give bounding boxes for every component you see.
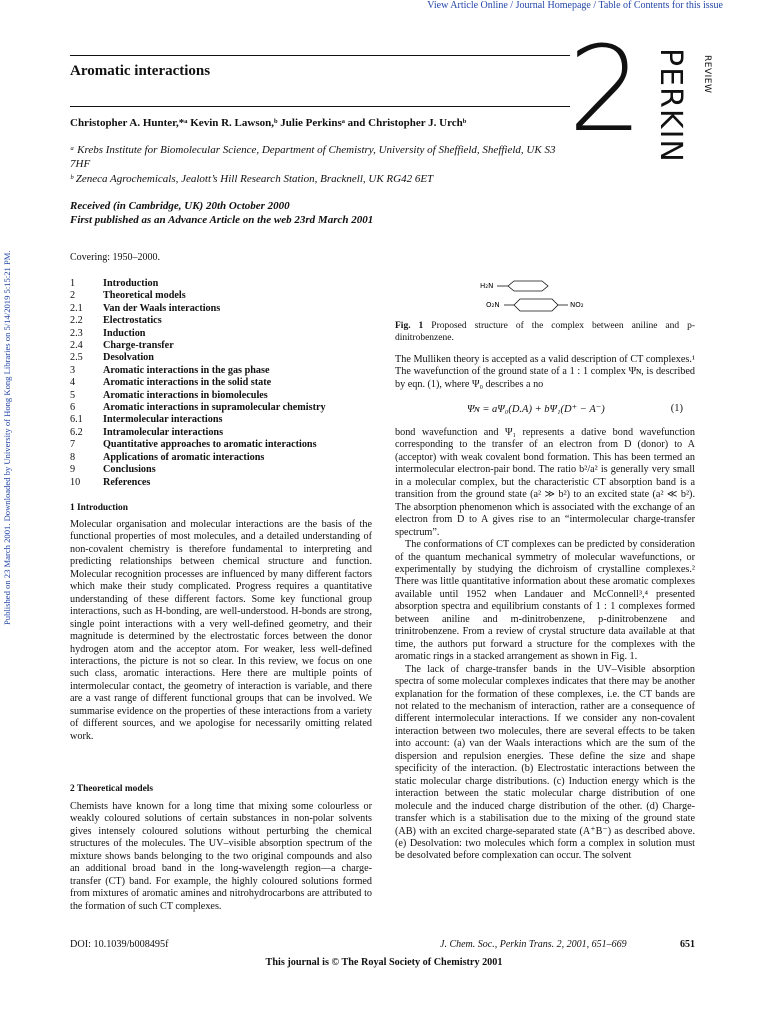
toc-item [70,477,326,489]
covering-period: Covering: 1950–2000. [70,252,160,263]
received-dates [70,199,373,227]
toc-item-label: Aromatic interactions in supramolecular chemistry [103,402,326,414]
toc-item-label: Introduction [103,278,159,289]
doi: DOI: 10.1039/b008495f [70,939,169,950]
journal-citation: J. Chem. Soc., Perkin Trans. 2, 2001, 651–669 [440,939,627,950]
toc-item-number: 7 [70,439,76,451]
equation-1-number: (1) [670,403,683,414]
view-article-online-link[interactable]: View Article Online [427,0,508,11]
amine-label: H₂N [480,282,494,290]
toc-item-number: 2.1 [70,302,83,314]
toc-item [70,340,326,352]
toc-item-label: Conclusions [103,464,156,476]
affiliation-a: ᵃ Krebs Institute for Biomolecular Science, Department of Chemistry, University of Sheffield, Sheffield, UK S3 7HF [70,144,556,170]
nitro-right-label: NO₂ [570,301,584,309]
toc-item-label: Desolvation [103,352,154,364]
theoretical-models-text: Chemists have known for a long time that mixing some colourless or weakly coloured solutions of certain substances in non-polar solvents gives intensely coloured solutions without perturbing the chemical structures of the molecules. The UV–visible absorption spectrum of the mixture shows bands belonging to the two original compounds and also an additional broad band in the long-wavelength region—a charge-transfer (CT) band. For example, the highly coloured solutions formed from mixtures of aromatic amines and nitrohydrocarbons are attributed to the formation of such CT complexes. [70,801,372,912]
toc-item-number: 6.1 [70,414,83,426]
aniline-ring [508,281,548,291]
toc-item-number: 6.2 [70,426,83,438]
perkin-logo [640,48,690,178]
table-of-contents [70,278,326,489]
review-tag-text: REVIEW [702,55,712,94]
toc-item [70,439,326,451]
toc-item-number: 6 [70,402,76,414]
toc-item [70,365,326,377]
toc-item [70,452,326,464]
first-published-line: First published as an Advance Article on the web 23rd March 2001 [70,214,374,226]
toc-item-label: Aromatic interactions in the solid state [103,377,272,389]
toc-item [70,464,326,476]
figure-1-structure [480,279,605,319]
perkin-logo-text: PERKIN [653,48,688,163]
toc-item-number: 2.4 [70,340,83,352]
link-separator: / [590,0,599,11]
toc-item-number: 10 [70,476,81,488]
toc-item-label: Aromatic interactions in the gas phase [103,364,270,376]
toc-item [70,303,326,315]
toc-item [70,414,326,426]
toc-item-number: 2.2 [70,315,83,327]
author-list: Christopher A. Hunter,*ᵃ Kevin R. Lawson,ᵇ Julie Perkinsᵃ and Christopher J. Urchᵇ [70,117,467,129]
toc-item [70,427,326,439]
journal-homepage-link[interactable]: Journal Homepage [515,0,591,11]
toc-item [70,278,326,290]
toc-item-label: References [103,476,151,488]
toc-item-number: 8 [70,451,76,463]
toc-item [70,290,326,302]
toc-item-number: 1 [70,278,76,289]
table-of-contents-link[interactable]: Table of Contents for this issue [598,0,723,11]
toc-item-label: Intermolecular interactions [103,414,223,426]
toc-item-number: 2.3 [70,327,83,339]
figure-1-caption [395,321,695,344]
article-title: Aromatic interactions [70,63,211,79]
toc-item-number: 2 [70,290,76,302]
header-rule [70,55,570,56]
mulliken-paragraph: The Mulliken theory is accepted as a valid description of CT complexes.¹ The wavefunction of the ground state of a 1 : 1 complex Ψɴ, is described by eqn. (1), where Ψ₀ describes a no [395,354,695,390]
toc-item-label: Quantitative approaches to aromatic interactions [103,439,317,451]
download-note [2,195,16,625]
title-rule [70,106,570,107]
toc-item-label: Intramolecular interactions [103,426,224,438]
download-note-text: Published on 23 March 2001. Downloaded by University of Hong Kong Libraries on 5/14/2019 5:15:21 PM. [2,250,12,625]
toc-item-label: Charge-transfer [103,340,174,352]
toc-item-label: Aromatic interactions in biomolecules [103,389,268,401]
introduction-text: Molecular organisation and molecular interactions are the basis of the functional properties of most molecules, and a detailed understanding of non-covalent chemistry is therefore fundamental to interpreting and predicting relationships between chemical structure and function. Molecular recognition processes are influenced by many different factors which make their study complicated. Progress requires a quantitative understanding of these different factors. Some key functional group interactions, such as H-bonding, are well-understood. H-bonds are strong, single point interactions with a very well-defined geometry, and their magnitude is determined by the electrostatic forces between the donor hydrogen atom and the acceptor atom. For weaker, less well-defined interactions, the picture is not so clear. In this review, we focus on one such class, aromatic interactions. Here there are multiple points of intermolecular contact, the geometry of interaction is variable, and there are a vast range of different functional groups that can be involved. We summarise evidence on the properties of these interactions from a variety of different sources, and we apologise for necessarily omitting related work. [70,519,372,742]
toc-item-number: 2.5 [70,352,83,364]
section-heading-theoretical-models: 2 Theoretical models [70,784,153,794]
toc-item-label: Van der Waals interactions [103,302,221,314]
dinitrobenzene-ring [514,299,558,311]
toc-item-number: 9 [70,464,76,476]
toc-item-label: Electrostatics [103,315,162,327]
figure-1-label: Fig. 1 [395,321,424,331]
toc-item [70,328,326,340]
figure-1-caption-text: Proposed structure of the complex between aniline and p-dinitrobenzene. [395,321,696,343]
toc-item-label: Theoretical models [103,290,186,302]
received-line: Received (in Cambridge, UK) 20th October 2000 [70,200,290,212]
toc-item-label: Applications of aromatic interactions [103,451,265,463]
equation-1-body: Ψɴ = aΨ₀(D.A) + bΨ₁(D⁺ − A⁻) [467,404,605,415]
wavefunction-paragraph: bond wavefunction and Ψ₁ represents a dative bond wavefunction corresponding to the transfer of an electron from D (donor) to A (acceptor) with weak covalent bond formation. This has been termed an intermolecular electron-pair bond. The ratio b²/a² is generally very small in a molecular complex, but the characteristic CT absorption band is a transition from the ground state (a² ≫ b²) to an excited state (a² ≪ b²). The absorption phenomenon which is associated with the exchange of an electron from D to A gives rise to an “intermolecular charge-transfer spectrum”. [395,427,695,538]
copyright-line: This journal is © The Royal Society of Chemistry 2001 [265,957,503,968]
top-links [427,0,723,11]
toc-item [70,402,326,414]
toc-item [70,315,326,327]
link-separator: / [507,0,516,11]
ct-bands-paragraph: The lack of charge-transfer bands in the UV–Visible absorption spectra of some molecular complexes indicates that there may be another explanation for the formation of these complexes, i.e. the CT bands are not related to the mechanism of interaction, rather are a consequence of different intermolecular interactions. If we consider any non-covalent interaction between two molecules, there are several effects to be taken into account: (a) van der Waals interactions which are the sum of the dispersion and repulsion energies. These define the size and shape specificity of the interaction. (b) Electrostatic interactions between the static molecular charge distributions. (c) Induction energy which is the interaction between the static molecular charge distribution of one molecule and the induced charge distribution of the other. (d) Charge-transfer which is a stabilisation due to the mixing of the ground state (AB) with an excited charge-separated state (A⁺B⁻) as described above. (e) Desolvation: two molecules which form a complex in solution must be desolvated before complexation can occur. The solvent [395,663,695,862]
toc-item [70,390,326,402]
toc-item-label: Induction [103,327,146,339]
nitro-left-label: O₂N [486,301,500,309]
toc-item [70,377,326,389]
affiliation-b: ᵇ Zeneca Agrochemicals, Jealott’s Hill Research Station, Bracknell, UK RG42 6ET [70,173,434,185]
section-heading-introduction: 1 Introduction [70,503,128,513]
conformations-paragraph: The conformations of CT complexes can be predicted by consideration of the quantum mechanical symmetry of molecular wavefunctions, or experimentally by studying the dichroism of crystalline complexes.² There was little quantitative information about these aromatic complexes available until 1952 when Landauer and McConnell³,⁴ presented absorption spectra and equilibrium constants of 1 : 1 complexes formed between aniline and m-dinitrobenzene, p-dinitrobenzene and trinitrobenzene. From a review of crystal structure data available at that time, the authors put forward a structure for the complexes with the aromatic rings in a stacked arrangement as shown in Fig. 1. [395,539,695,663]
perkin-number-logo: 2 [568,20,644,158]
review-tag [700,55,712,115]
toc-item-number: 3 [70,364,76,376]
toc-item-number: 5 [70,389,76,401]
page-number: 651 [680,939,695,950]
toc-item [70,352,326,364]
right-column-text [395,427,695,863]
toc-item-number: 4 [70,377,76,389]
